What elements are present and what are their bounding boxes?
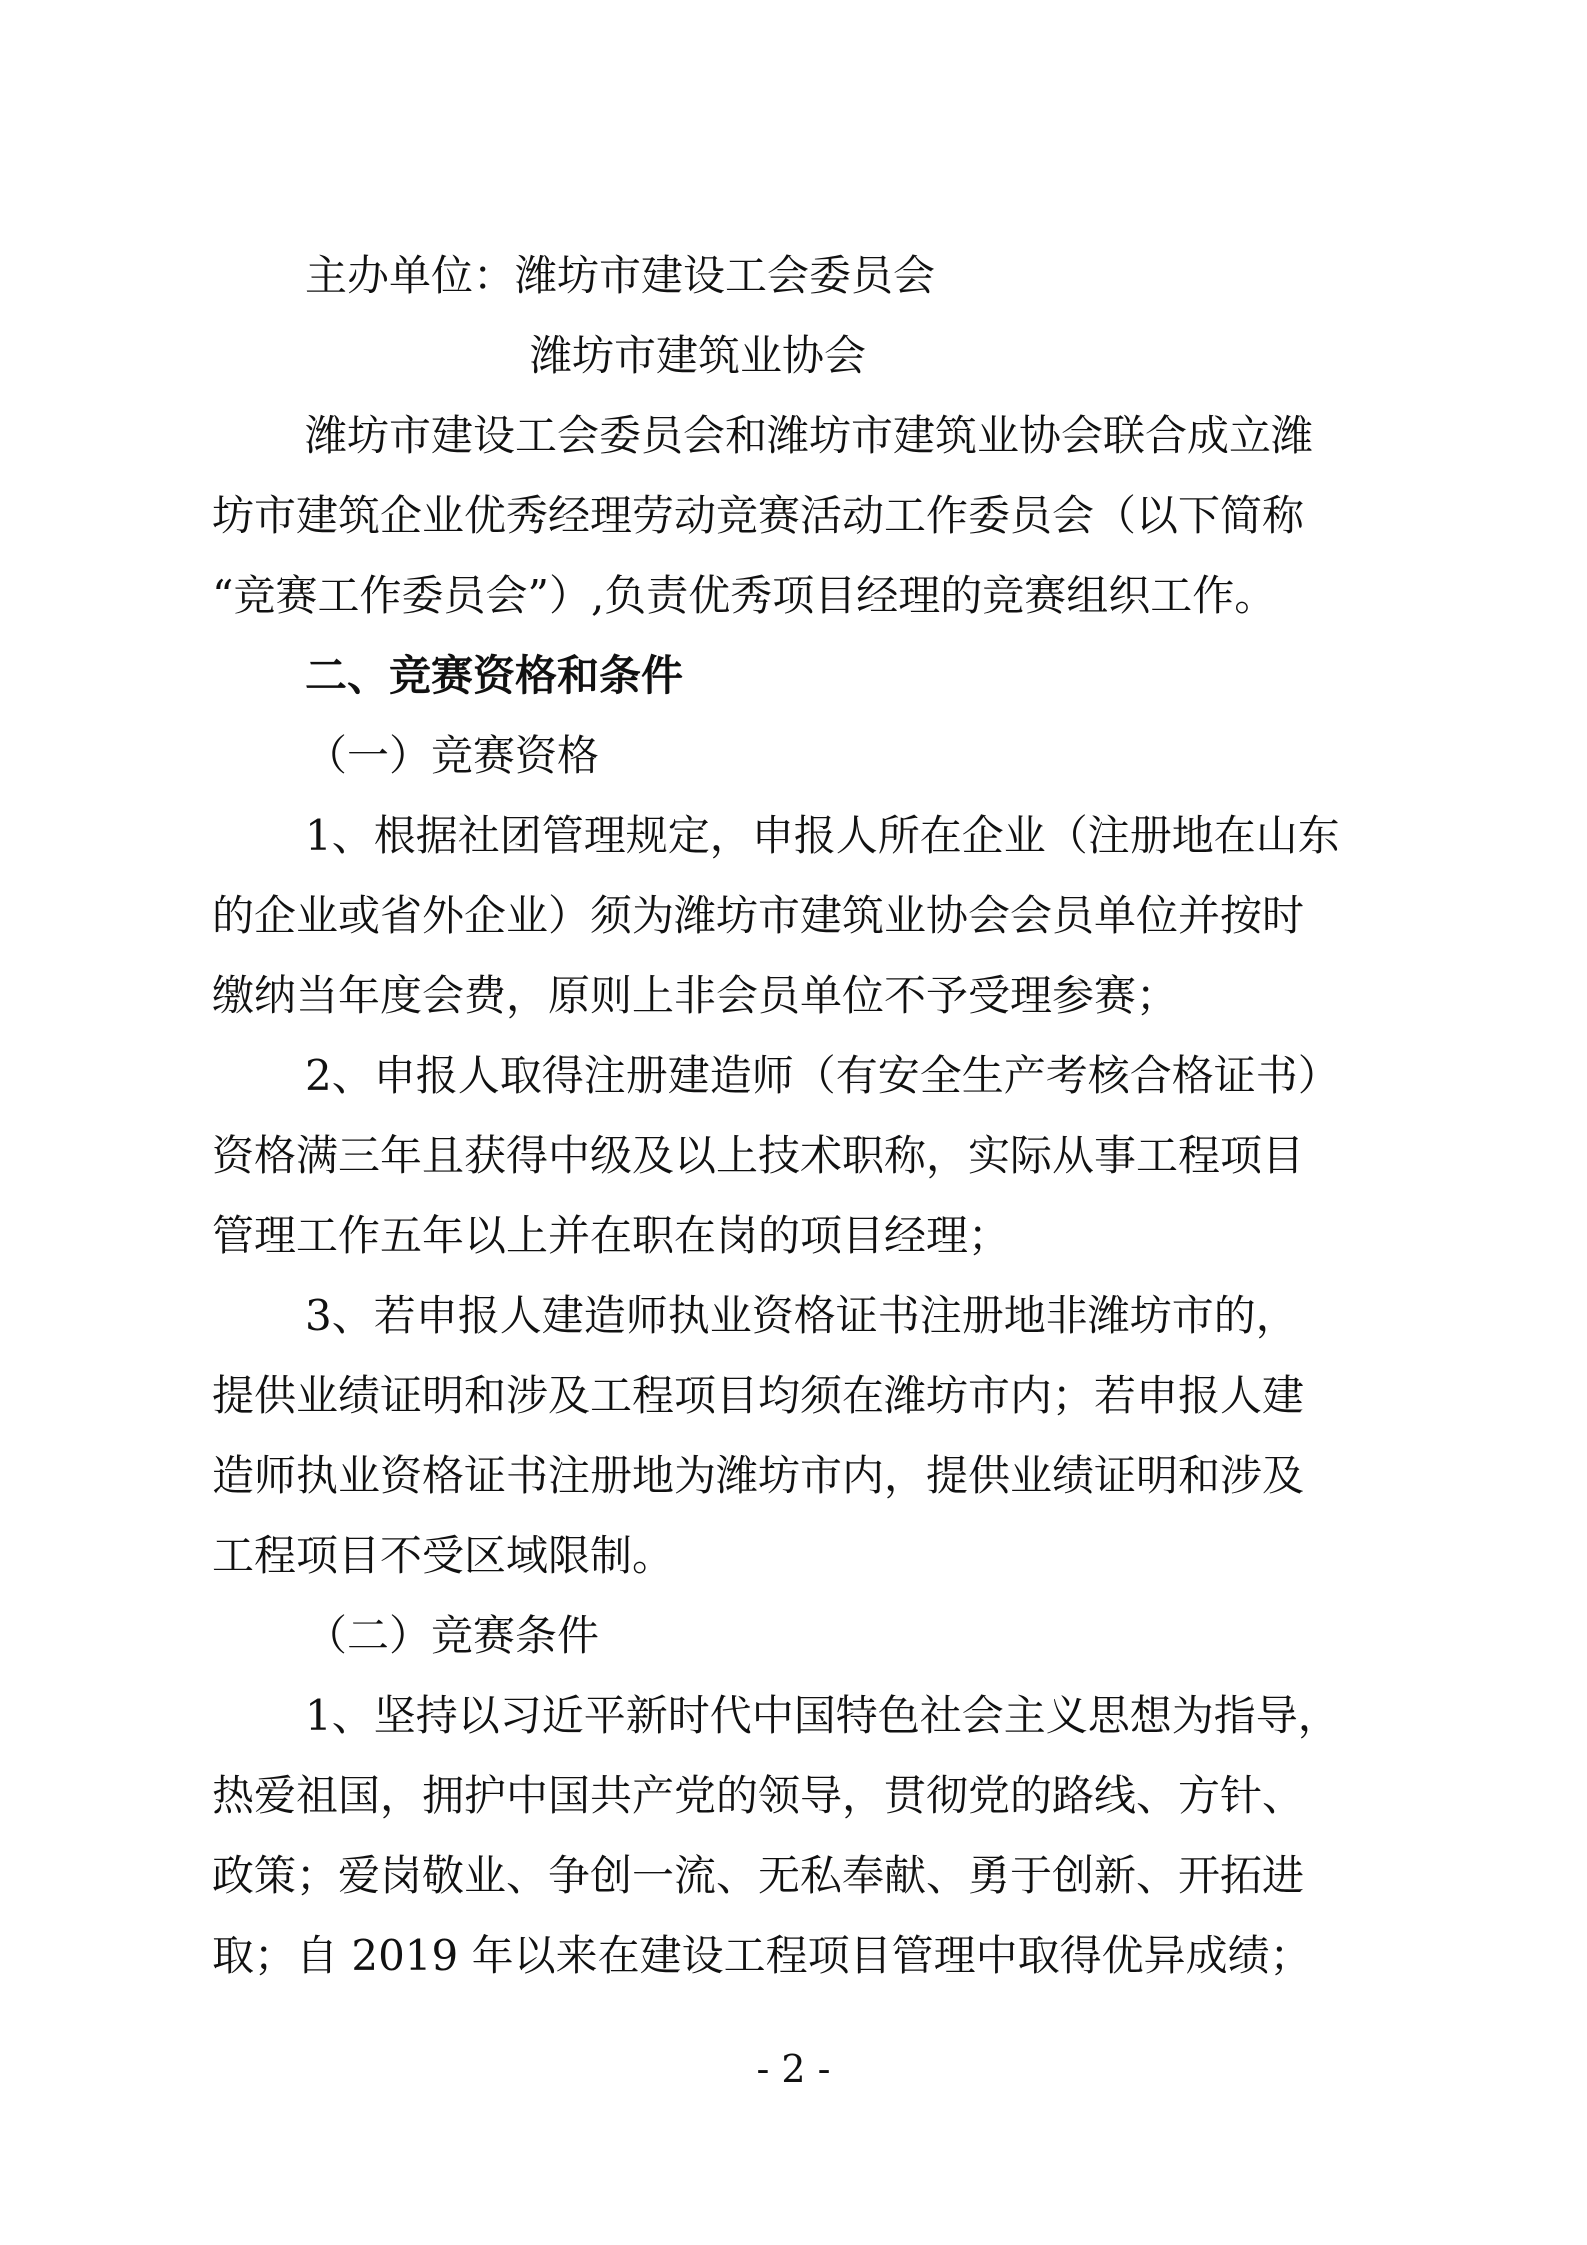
qualification-1-line-3: 缴纳当年度会费，原则上非会员单位不予受理参赛；: [212, 971, 1179, 1020]
qualification-2-line-3: 管理工作五年以上并在职在岗的项目经理；: [212, 1211, 1011, 1260]
qualification-3-line-2: 提供业绩证明和涉及工程项目均须在潍坊市内；若申报人建: [212, 1371, 1305, 1420]
page-number: - 2 -: [756, 2047, 831, 2091]
qualification-2-line-2: 资格满三年且获得中级及以上技术职称，实际从事工程项目: [212, 1131, 1305, 1180]
qualification-3-line-3: 造师执业资格证书注册地为潍坊市内，提供业绩证明和涉及: [212, 1451, 1305, 1500]
qualification-2-line-1: 2、申报人取得注册建造师（有安全生产考核合格证书）: [305, 1051, 1340, 1100]
qualification-3-line-4: 工程项目不受区域限制。: [212, 1531, 675, 1580]
qualification-1-line-2: 的企业或省外企业）须为潍坊市建筑业协会会员单位并按时: [212, 891, 1305, 940]
organizer-line: 主办单位：潍坊市建设工会委员会: [305, 251, 936, 300]
condition-1-line-4: 取；自 2019 年以来在建设工程项目管理中取得优异成绩；: [212, 1931, 1312, 1980]
qualification-3-line-1: 3、若申报人建造师执业资格证书注册地非潍坊市的，: [305, 1291, 1298, 1340]
section-2-heading: 二、竞赛资格和条件: [305, 651, 684, 700]
subsection-1-heading: （一）竞赛资格: [305, 731, 600, 780]
intro-line-1: 潍坊市建设工会委员会和潍坊市建筑业协会联合成立潍: [305, 411, 1314, 460]
intro-line-3: “竞赛工作委员会”）,负责优秀项目经理的竞赛组织工作。: [212, 571, 1277, 620]
organizer-second-line: 潍坊市建筑业协会: [530, 331, 867, 380]
intro-line-2: 坊市建筑企业优秀经理劳动竞赛活动工作委员会（以下简称: [212, 491, 1305, 540]
subsection-2-heading: （二）竞赛条件: [305, 1611, 600, 1660]
condition-1-line-1: 1、坚持以习近平新时代中国特色社会主义思想为指导，: [305, 1691, 1340, 1740]
condition-1-line-3: 政策；爱岗敬业、争创一流、无私奉献、勇于创新、开拓进: [212, 1851, 1305, 1900]
condition-1-line-2: 热爱祖国，拥护中国共产党的领导，贯彻党的路线、方针、: [212, 1771, 1305, 1820]
qualification-1-line-1: 1、根据社团管理规定，申报人所在企业（注册地在山东: [305, 811, 1340, 860]
